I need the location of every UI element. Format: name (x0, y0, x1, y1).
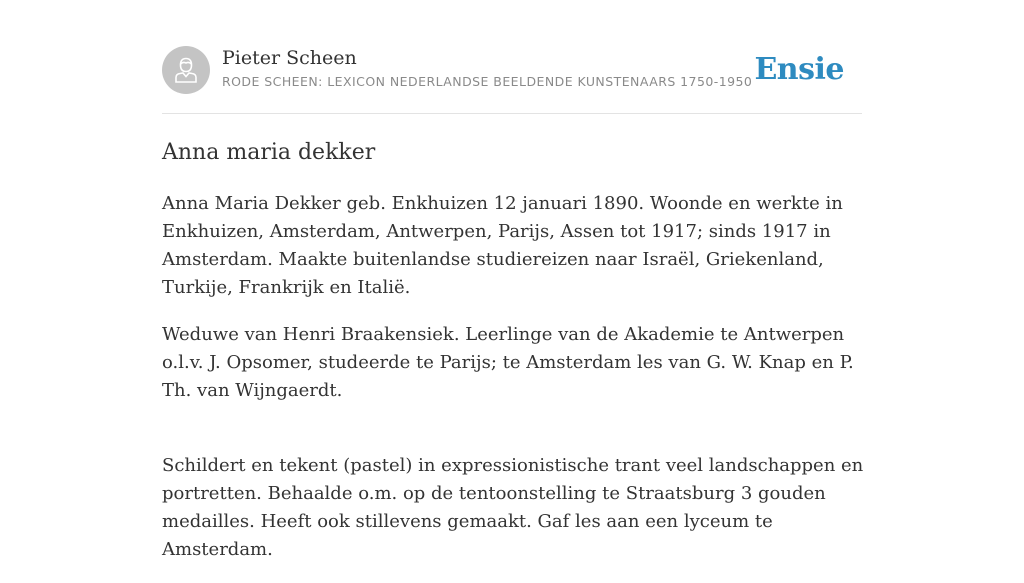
header-divider (162, 113, 862, 114)
article-paragraph: Schildert en tekent (pastel) in expressionistische trant veel landschappen en portretten. Behaalde o.m. op de tentoonstelling te Straatsburg 3 gouden medailles. Heeft ook stillevens gemaakt. Gaf les aan een lyceum te Amsterdam. (162, 455, 864, 560)
user-avatar-icon[interactable] (162, 46, 210, 94)
author-source[interactable]: RODE SCHEEN: LEXICON NEDERLANDSE BEELDENDE KUNSTENAARS 1750-1950 (222, 74, 753, 89)
paragraph-spacer (162, 424, 867, 452)
article-body (162, 190, 867, 583)
article-paragraph: Weduwe van Henri Braakensiek. Leerlinge van de Akademie te Antwerpen o.l.v. J. Opsomer, studeerde te Parijs; te Amsterdam les van G. W. Knap en P. Th. van Wijngaerdt. (162, 324, 854, 401)
article-title: Anna maria dekker (162, 140, 376, 165)
ensie-logo[interactable]: Ensie (754, 52, 844, 87)
author-header (162, 46, 862, 96)
author-name[interactable]: Pieter Scheen (222, 47, 357, 69)
article-paragraph: Anna Maria Dekker geb. Enkhuizen 12 januari 1890. Woonde en werkte in Enkhuizen, Amsterdam, Antwerpen, Parijs, Assen tot 1917; sinds 1917 in Amsterdam. Maakte buitenlandse studiereizen naar Israël, Griekenland, Turkije, Frankrijk en Italië. (162, 193, 843, 298)
